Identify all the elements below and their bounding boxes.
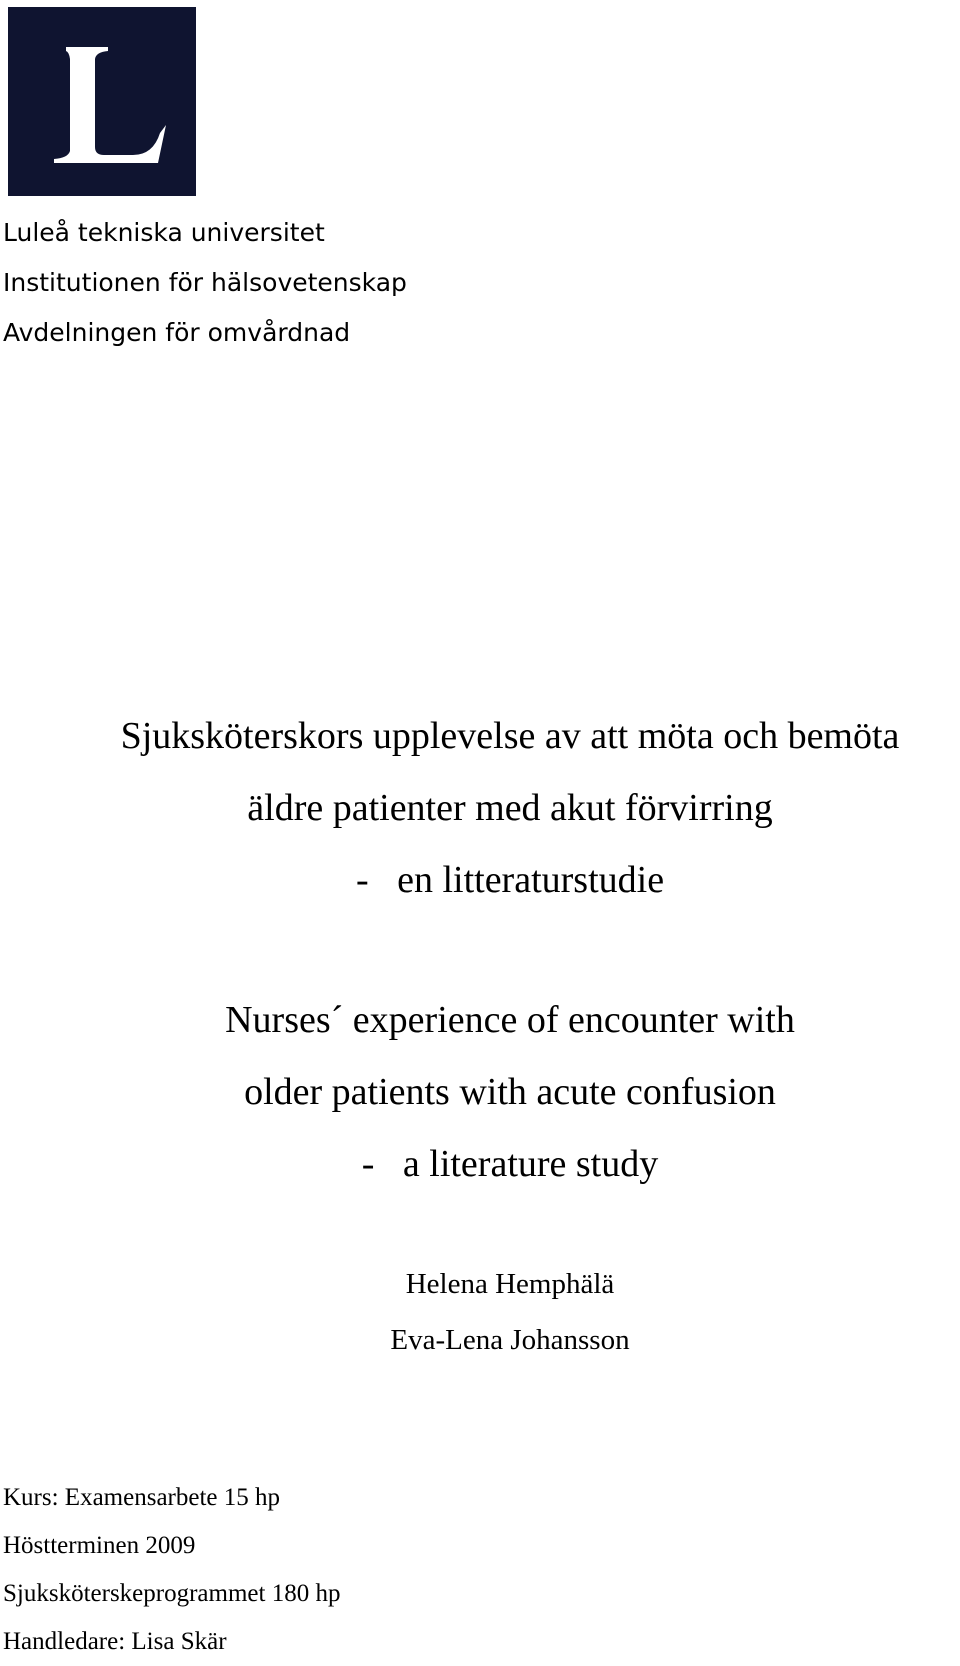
division-name: Avdelningen för omvårdnad: [3, 318, 351, 347]
english-title: [60, 984, 960, 1200]
authors-block: [60, 1256, 960, 1368]
program-name: Sjuksköterskeprogrammet 180 hp: [3, 1580, 341, 1607]
logo-letter-l-icon: [8, 7, 196, 196]
swedish-title-line-1: Sjuksköterskors upplevelse av att möta och bemöta: [120, 715, 900, 757]
course-name: Kurs: Examensarbete 15 hp: [3, 1484, 281, 1511]
english-title-line-2: older patients with acute confusion: [244, 1071, 776, 1113]
swedish-title: [60, 700, 960, 916]
swedish-subtitle: - en litteraturstudie: [355, 859, 665, 901]
course-info-block: [3, 1474, 340, 1666]
university-logo: [8, 7, 196, 196]
author-name: Helena Hemphälä: [405, 1268, 615, 1300]
institution-block: [3, 208, 407, 358]
author-name: Eva-Lena Johansson: [390, 1324, 630, 1356]
swedish-title-line-2: äldre patienter med akut förvirring: [247, 787, 773, 829]
university-name: Luleå tekniska universitet: [3, 218, 325, 247]
supervisor: Handledare: Lisa Skär: [3, 1628, 227, 1655]
term: Höstterminen 2009: [3, 1532, 196, 1559]
department-name: Institutionen för hälsovetenskap: [3, 268, 407, 297]
english-subtitle: - a literature study: [361, 1143, 659, 1185]
english-title-line-1: Nurses´ experience of encounter with: [225, 999, 795, 1041]
